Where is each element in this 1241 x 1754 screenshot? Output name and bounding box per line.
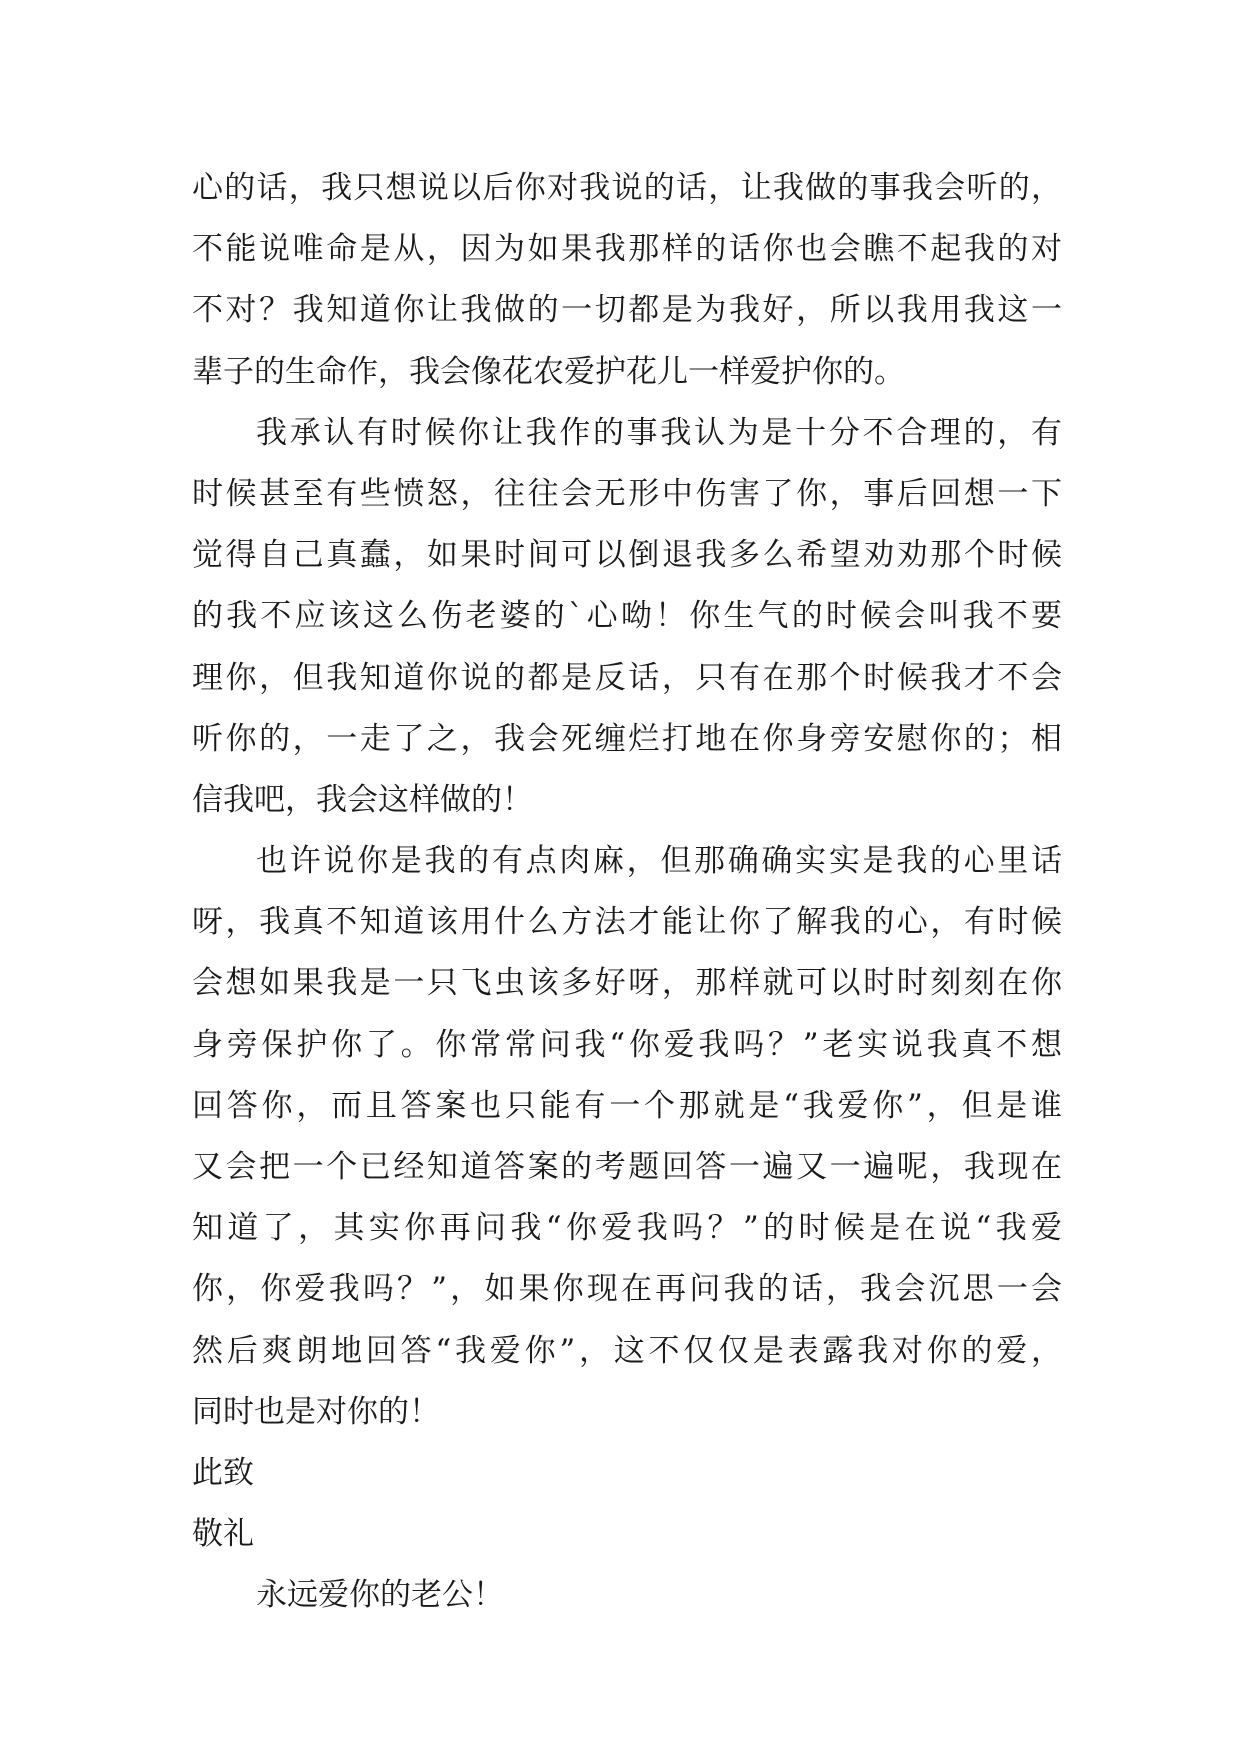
paragraph-first-line: 我承认有时候你让我作的事我认为是十分不合理的，有 <box>256 414 1062 451</box>
text-line: 听你的，一走了之，我会死缠烂打地在你身旁安慰你的；相 <box>192 720 1062 757</box>
text-line: 时候甚至有些愤怒，往往会无形中伤害了你，事后回想一下 <box>192 475 1062 512</box>
text-line: 心的话，我只想说以后你对我说的话，让我做的事我会听的， <box>192 170 1062 206</box>
text-line: 不对？我知道你让我做的一切都是为我好，所以我用我这一 <box>192 292 1062 329</box>
text-line: 信我吧，我会这样做的！ <box>192 781 533 818</box>
text-line: 辈子的生命作，我会像花农爱护花儿一样爱护你的。 <box>192 353 905 390</box>
text-line: 觉得自己真蠢，如果时间可以倒退我多么希望劝劝那个时候 <box>192 537 1062 574</box>
letter-body <box>192 158 1062 1627</box>
text-line: 回答你，而且答案也只能有一个那就是“我爱你”，但是谁 <box>192 1087 1062 1124</box>
closing-salutation: 此致 <box>192 1454 254 1491</box>
text-line: 的我不应该这么伤老婆的`心呦！你生气的时候会叫我不要 <box>192 598 1062 635</box>
text-line: 会想如果我是一只飞虫该多好呀，那样就可以时时刻刻在你 <box>192 965 1062 1002</box>
text-line: 同时也是对你的！ <box>192 1393 440 1430</box>
text-line: 又会把一个已经知道答案的考题回答一遍又一遍呢，我现在 <box>192 1149 1062 1185</box>
paragraph-first-line: 也许说你是我的有点肉麻，但那确确实实是我的心里话 <box>256 843 1062 880</box>
text-line: 身旁保护你了。你常常问我“你爱我吗？”老实说我真不想 <box>192 1026 1062 1063</box>
text-line: 理你，但我知道你说的都是反话，只有在那个时候我才不会 <box>192 659 1062 696</box>
closing-regards: 敬礼 <box>192 1516 254 1553</box>
text-line: 呀，我真不知道该用什么方法才能让你了解我的心，有时候 <box>192 904 1062 941</box>
text-line: 知道了，其实你再问我“你爱我吗？”的时候是在说“我爱 <box>192 1210 1062 1247</box>
text-line: 你，你爱我吗？”，如果你现在再问我的话，我会沉思一会 <box>192 1271 1062 1308</box>
text-line: 然后爽朗地回答“我爱你”，这不仅仅是表露我对你的爱， <box>192 1332 1062 1369</box>
signature-line: 永远爱你的老公！ <box>256 1577 504 1614</box>
text-line: 不能说唯命是从，因为如果我那样的话你也会瞧不起我的对 <box>192 231 1062 268</box>
